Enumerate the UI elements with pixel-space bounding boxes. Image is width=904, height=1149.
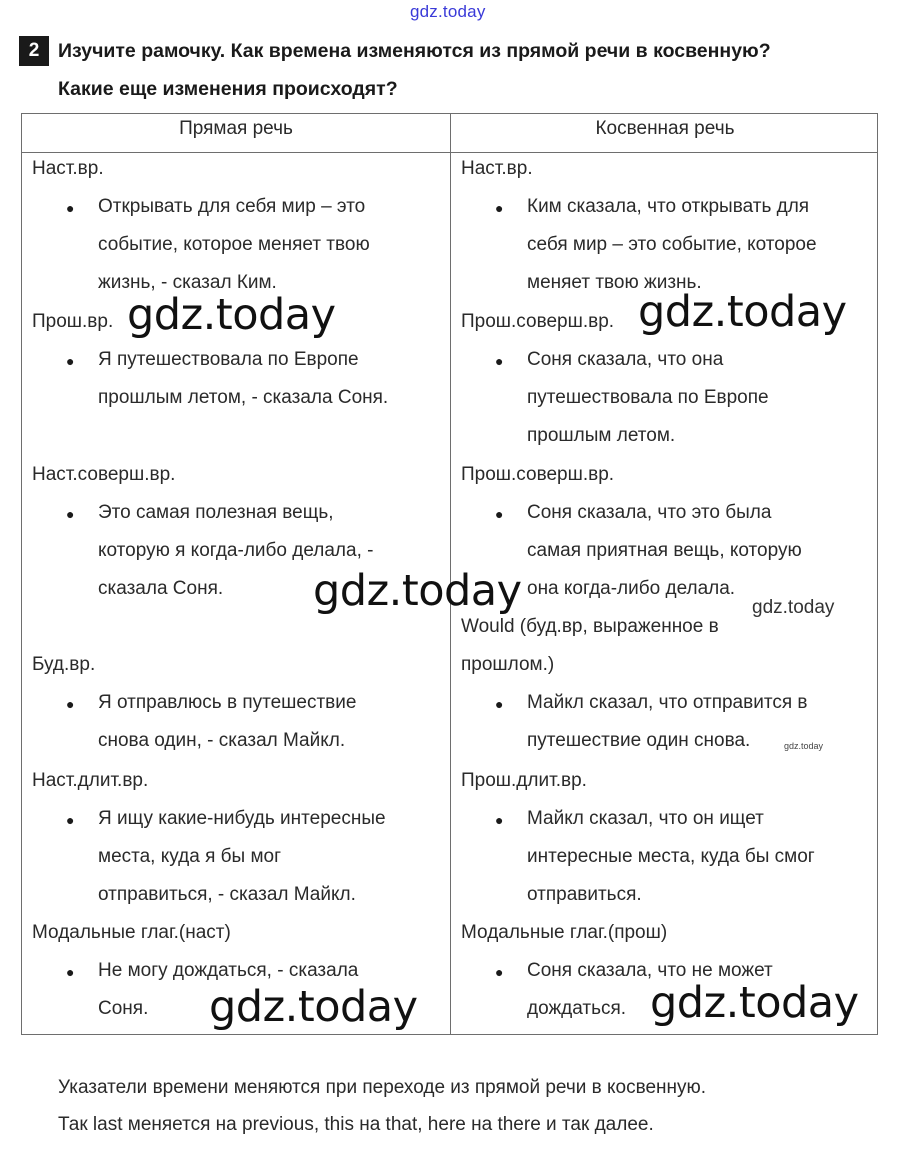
left-example-present-perfect: Это самая полезная вещь, которую я когда-либо делала, - сказала Соня. — [98, 502, 374, 599]
left-example-future: Я отправлюсь в путешествие снова один, - сказал Майкл. — [98, 692, 357, 751]
bullet-icon: ● — [66, 812, 75, 828]
right-example-modal-past: Соня сказала, что не может дождаться. — [527, 960, 773, 1019]
watermark-small: gdz.today — [752, 597, 835, 618]
left-example-present-continuous: Я ищу какие-нибудь интересные места, куда я бы мог отправиться, - сказал Майкл. — [98, 808, 386, 905]
right-example-past-continuous: Майкл сказал, что он ищет интересные места, куда бы смог отправиться. — [527, 808, 815, 905]
header-direct-speech: Прямая речь — [179, 118, 293, 139]
bullet-icon: ● — [495, 812, 504, 828]
right-example-past: Ким сказала, что открывать для себя мир – это событие, которое меняет твою жизнь. — [527, 196, 817, 293]
right-example-past-perfect-1: Соня сказала, что она путешествовала по Европе прошлым летом. — [527, 349, 769, 446]
left-label-present-perfect: Наст.соверш.вр. — [32, 464, 176, 485]
left-label-present: Наст.вр. — [32, 158, 104, 179]
left-example-modal-present: Не могу дождаться, - сказала Соня. — [98, 960, 359, 1019]
left-example-present: Открывать для себя мир – это событие, которое меняет твою жизнь, - сказал Ким. — [98, 196, 370, 293]
task-title-line-1: Изучите рамочку. Как времена изменяются из прямой речи в косвенную? — [58, 40, 771, 62]
watermark-logo: gdz.today — [638, 287, 847, 337]
top-watermark: gdz.today — [410, 2, 486, 21]
watermark-tiny: gdz.today — [784, 741, 824, 751]
left-label-modal-present: Модальные глаг.(наст) — [32, 922, 231, 943]
note-line-2: Так last меняется на previous, this на that, here на there и так далее. — [58, 1114, 654, 1135]
right-example-past-perfect-2: Соня сказала, что это была самая приятная вещь, которую она когда-либо делала. — [527, 502, 802, 599]
bullet-icon: ● — [495, 200, 504, 216]
bullet-icon: ● — [66, 353, 75, 369]
left-label-future: Буд.вр. — [32, 654, 96, 675]
bullet-icon: ● — [495, 353, 504, 369]
header-divider — [22, 152, 877, 153]
note-line-1: Указатели времени меняются при переходе из прямой речи в косвенную. — [58, 1077, 707, 1098]
task-title-line-2: Какие еще изменения происходят? — [58, 78, 398, 100]
bullet-icon: ● — [495, 506, 504, 522]
right-label-past-perfect-2: Прош.соверш.вр. — [461, 464, 615, 485]
left-label-past: Прош.вр. — [32, 311, 114, 332]
task-number-badge: 2 — [19, 36, 49, 66]
bullet-icon: ● — [66, 696, 75, 712]
watermark-logo: gdz.today — [127, 290, 336, 340]
right-label-would: Would (буд.вр, выраженное в прошлом.) — [461, 616, 719, 675]
watermark-logo: gdz.today — [209, 982, 418, 1032]
right-label-past-continuous: Прош.длит.вр. — [461, 770, 587, 791]
left-example-past: Я путешествовала по Европе прошлым летом, - сказала Соня. — [98, 349, 389, 408]
right-example-would: Майкл сказал, что отправится в путешествие один снова. — [527, 692, 808, 751]
watermark-logo: gdz.today — [313, 566, 522, 616]
right-label-modal-past: Модальные глаг.(прош) — [461, 922, 668, 943]
right-label-past: Наст.вр. — [461, 158, 533, 179]
bullet-icon: ● — [66, 964, 75, 980]
bullet-icon: ● — [66, 200, 75, 216]
left-label-present-continuous: Наст.длит.вр. — [32, 770, 149, 791]
watermark-logo: gdz.today — [650, 978, 859, 1028]
bullet-icon: ● — [495, 696, 504, 712]
header-reported-speech: Косвенная речь — [595, 118, 735, 139]
bullet-icon: ● — [66, 506, 75, 522]
right-label-past-perfect: Прош.соверш.вр. — [461, 311, 615, 332]
bullet-icon: ● — [495, 964, 504, 980]
